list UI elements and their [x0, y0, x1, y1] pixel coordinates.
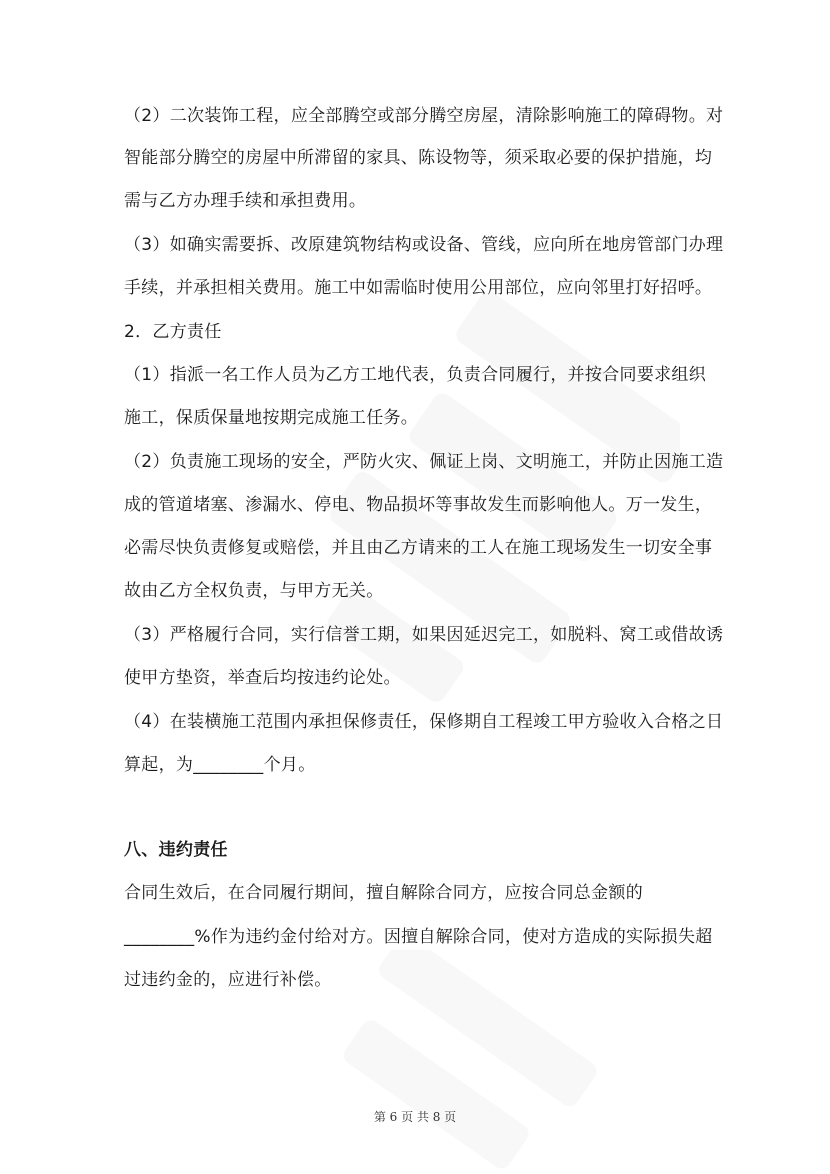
text-line: 手续，并承担相关费用。施工中如需临时使用公用部位，应向邻里打好招呼。 — [124, 278, 713, 298]
text-line: （2）负责施工现场的安全，严防火灾、佩证上岗、文明施工，并防止因施工造 — [124, 452, 724, 472]
subsection-title: 2．乙方责任 — [124, 322, 222, 342]
text-line: （1）指派一名工作人员为乙方工地代表，负责合同履行，并按合同要求组织 — [124, 365, 707, 385]
text-line: 使甲方垫资，举查后均按违约论处。 — [124, 668, 401, 688]
page-number-footer: 第 6 页 共 8 页 — [373, 1110, 457, 1124]
text-line: 智能部分腾空的房屋中所滞留的家具、陈设物等，须采取必要的保护措施，均 — [124, 148, 713, 168]
text-line: 算起，为________个月。 — [124, 755, 316, 775]
text-line: 需与乙方办理手续和承担费用。 — [124, 191, 367, 211]
section-heading: 八、违约责任 — [124, 840, 228, 860]
text-line: （3）如确实需要拆、改原建筑物结构或设备、管线，应向所在地房管部门办理 — [124, 235, 724, 255]
text-line: 过违约金的，应进行补偿。 — [124, 970, 332, 990]
text-line: ________%作为违约金付给对方。因擅自解除合同，使对方造成的实际损失超 — [124, 927, 713, 947]
text-line: 施工，保质保量地按期完成施工任务。 — [124, 408, 419, 428]
text-line: （3）严格履行合同，实行信誉工期，如果因延迟完工，如脱料、窝工或借故诱 — [124, 625, 724, 645]
text-line: 成的管道堵塞、渗漏水、停电、物品损坏等事故发生而影响他人。万一发生， — [124, 495, 713, 515]
text-line: （4）在装横施工范围内承担保修责任，保修期自工程竣工甲方验收入合格之日 — [124, 712, 724, 732]
text-line: 必需尽快负责修复或赔偿，并且由乙方请来的工人在施工现场发生一切安全事 — [124, 538, 713, 558]
text-line: （2）二次装饰工程，应全部腾空或部分腾空房屋，清除影响施工的障碍物。对 — [124, 106, 724, 126]
text-line: 合同生效后，在合同履行期间，擅自解除合同方，应按合同总金额的 — [124, 883, 643, 903]
text-line: 故由乙方全权负责，与甲方无关。 — [124, 581, 384, 601]
